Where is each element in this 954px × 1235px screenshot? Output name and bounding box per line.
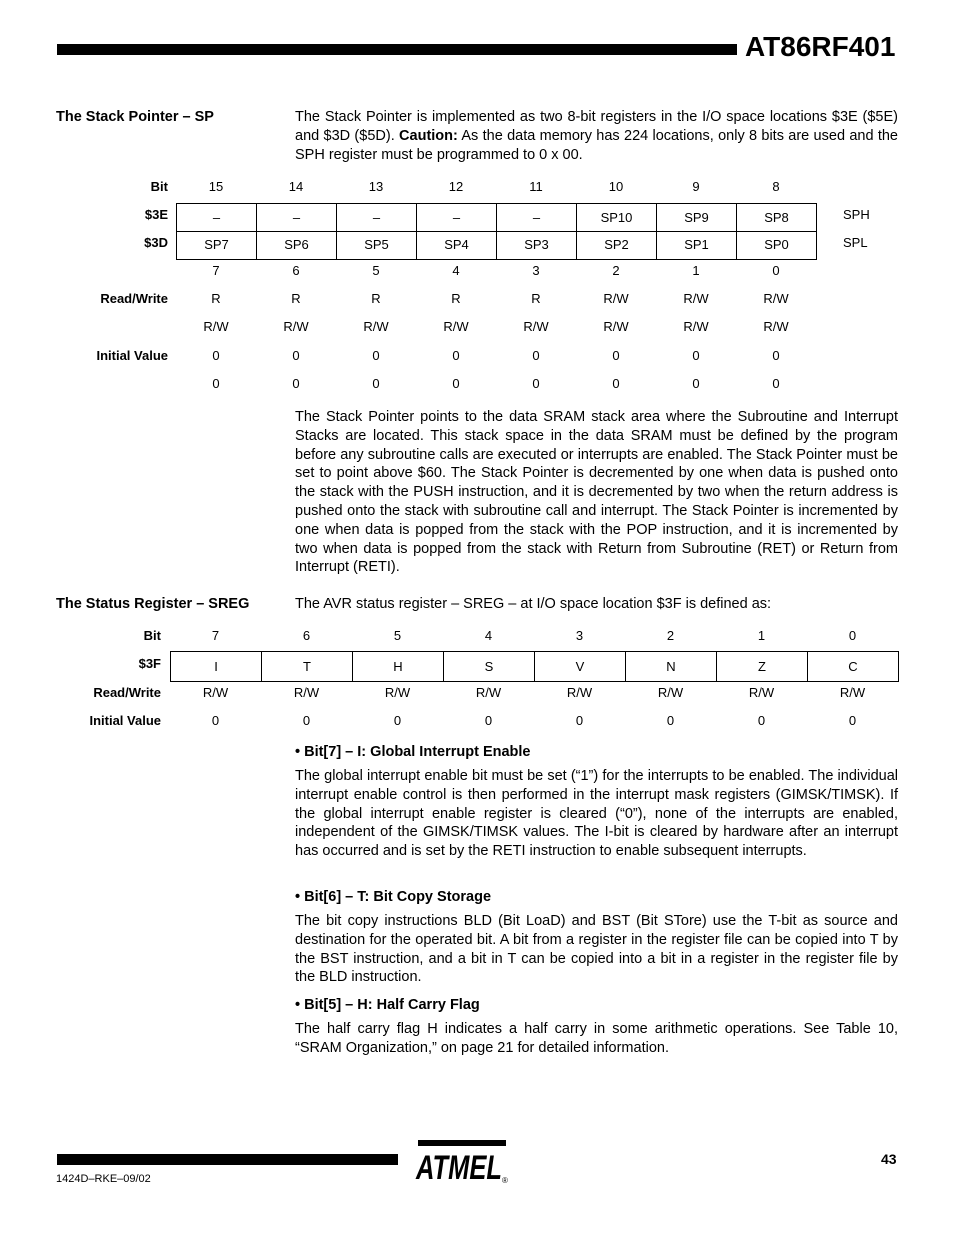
bit5-title: • Bit[5] – H: Half Carry Flag (295, 997, 480, 1013)
intro-text-cont: As the data memory has 224 locations, only 8 bits are used and the SPH register must be programmed to 0 x 00. (295, 127, 898, 163)
stack-pointer-body: The Stack Pointer points to the data SRAM stack area where the Subroutine and Interrupt Stacks are located. This stack space in the data SRAM must be defined by the program before any subroutine calls are executed or interrupts are enabled. The Stack Pointer must be set to point above $60. The Stack Pointer is decremented by one when data is pushed onto the stack with the PUSH instruction, and it is decremented by two when the return address is pushed onto the stack with subroutine call and interrupt. The Stack Pointer is incremented by one when data is popped from the stack with the POP instruction, and it is incremented by two when data is popped from the stack with Return from Subroutine (RET) or Return from Interrupt (RETI). (295, 409, 898, 576)
sph-bit-cell-5: SP10 (577, 204, 657, 231)
sp-bit-low-4: 3 (532, 263, 540, 278)
sp-reg-high-label: $3E (144, 207, 168, 222)
sreg-bit-label: Bit (143, 628, 161, 643)
sp-bit-high-2: 13 (368, 179, 384, 194)
sp-rw-high-4: R (531, 291, 541, 306)
sreg-rw-label: Read/Write (93, 685, 161, 700)
svg-text:ATMEL: ATMEL (415, 1149, 502, 1187)
page-number: 43 (881, 1151, 897, 1167)
sp-init-high-7: 0 (772, 348, 780, 363)
sp-bit-low-0: 7 (212, 263, 220, 278)
sp-rw-high (176, 291, 816, 306)
sp-init-high-6: 0 (692, 348, 700, 363)
sp-init-low-2: 0 (372, 376, 380, 391)
sp-rw-high-7: R/W (763, 291, 789, 306)
sp-bit-high-6: 9 (692, 179, 700, 194)
sreg-rw-3: R/W (475, 685, 502, 700)
status-register-intro: The AVR status register – SREG – at I/O space location $3F is defined as: (295, 596, 772, 612)
bit6-title: • Bit[6] – T: Bit Copy Storage (295, 889, 492, 905)
sp-rw-high-6: R/W (683, 291, 709, 306)
sreg-bit-cell-3: S (444, 652, 535, 681)
sp-init-high-4: 0 (532, 348, 540, 363)
sreg-bit-3: 4 (484, 628, 493, 643)
sp-bit-low-5: 2 (612, 263, 620, 278)
sreg-init-1: 0 (302, 713, 311, 728)
sp-rw-high-1: R (291, 291, 301, 306)
sp-bit-high-3: 12 (448, 179, 464, 194)
sp-rw-low-6: R/W (683, 319, 709, 334)
sp-init-label: Initial Value (96, 348, 168, 363)
bit5-text: The half carry flag H indicates a half carry in some arithmetic operations. See Table 10, “SRAM Organization,” on page 21 for detailed information. (295, 1021, 898, 1056)
sph-bit-cell-3: – (417, 204, 497, 231)
sph-bit-cell-7: SP8 (737, 204, 817, 231)
sreg-rw-4: R/W (566, 685, 593, 700)
sreg-init-5: 0 (666, 713, 675, 728)
sreg-rw-0: R/W (202, 685, 229, 700)
sp-rw-high-3: R (451, 291, 461, 306)
stack-pointer-heading: The Stack Pointer – SP (56, 109, 214, 125)
sp-init-high-1: 0 (292, 348, 300, 363)
spl-name: SPL (843, 235, 868, 250)
sreg-bit-5: 2 (666, 628, 675, 643)
spl-bit-cell-3: SP4 (417, 230, 497, 259)
spl-bit-cell-5: SP2 (577, 230, 657, 259)
sp-bit-high-5: 10 (608, 179, 624, 194)
sreg-bit-1: 6 (302, 628, 311, 643)
sp-rw-low-0: R/W (203, 319, 229, 334)
sp-init-high-5: 0 (612, 348, 620, 363)
sreg-bit-cell-1: T (262, 652, 353, 681)
sp-bit-high-7: 8 (772, 179, 780, 194)
sreg-reg-label: $3F (138, 656, 161, 671)
sreg-bit-cell-5: N (626, 652, 717, 681)
sph-bit-cell-2: – (337, 204, 417, 231)
status-register-heading: The Status Register – SREG (56, 596, 250, 612)
sreg-init-0: 0 (211, 713, 220, 728)
sp-rw-low-1: R/W (283, 319, 309, 334)
sreg-bit-cell-7: C (808, 652, 899, 681)
page-title: AT86RF401 (745, 31, 896, 62)
sp-init-low (176, 376, 816, 391)
sreg-bit-2: 5 (393, 628, 402, 643)
footer-rule (57, 1154, 398, 1165)
svg-text:®: ® (502, 1176, 508, 1185)
sp-rw-high-5: R/W (603, 291, 629, 306)
bit7-text: The global interrupt enable bit must be set (“1”) for the interrupts to be enabled. The individual interrupt enable control is then performed in the interrupt mask registers (GIMSK/TIMSK). If the global interrupt enable register is cleared (“0”), none of the interrupts are enabled, independent of the GIMSK/TIMSK values. The I-bit is cleared by hardware after an interrupt has occurred and is set by the RETI instruction to enable subsequent interrupts. (295, 768, 898, 860)
sp-rw-low (176, 319, 816, 334)
sp-init-low-0: 0 (212, 376, 220, 391)
sp-bit-low-1: 6 (292, 263, 300, 278)
sreg-bit-cell-0: I (171, 652, 262, 681)
sp-rw-low-4: R/W (523, 319, 549, 334)
sph-name: SPH (843, 207, 870, 222)
stack-pointer-intro (295, 108, 898, 164)
sreg-bit-7: 0 (848, 628, 857, 643)
sreg-rw (170, 685, 898, 700)
atmel-logo (410, 1135, 512, 1187)
sp-init-high-3: 0 (452, 348, 460, 363)
spl-bit-cell-4: SP3 (497, 230, 577, 259)
sreg-init-2: 0 (393, 713, 402, 728)
sreg-bit-cell-2: H (353, 652, 444, 681)
bit7-title: • Bit[7] – I: Global Interrupt Enable (295, 744, 531, 760)
sph-bit-cell-4: – (497, 204, 577, 231)
sp-init-low-4: 0 (532, 376, 540, 391)
caution-label: Caution: (399, 127, 458, 144)
sreg-bit-numbers (170, 628, 898, 643)
spl-bit-cell-1: SP6 (257, 230, 337, 259)
spl-bit-cell-7: SP0 (737, 230, 817, 259)
sp-bit-low-6: 1 (692, 263, 700, 278)
sp-init-high-2: 0 (372, 348, 380, 363)
sp-bit-label: Bit (150, 179, 168, 194)
sp-init-low-1: 0 (292, 376, 300, 391)
sp-bit-low-3: 4 (452, 263, 460, 278)
doc-number: 1424D–RKE–09/02 (56, 1173, 151, 1185)
spl-register (176, 230, 817, 260)
sp-rw-label: Read/Write (100, 291, 168, 306)
sp-reg-low-label: $3D (144, 235, 168, 250)
sreg-init (170, 713, 898, 728)
sp-rw-low-7: R/W (763, 319, 789, 334)
sp-rw-low-5: R/W (603, 319, 629, 334)
spl-bit-cell-2: SP5 (337, 230, 417, 259)
sp-rw-low-3: R/W (443, 319, 469, 334)
sreg-init-6: 0 (757, 713, 766, 728)
sp-init-low-3: 0 (452, 376, 460, 391)
header-rule (57, 44, 737, 55)
sp-bit-high-1: 14 (288, 179, 304, 194)
sreg-rw-2: R/W (384, 685, 411, 700)
sreg-bit-cell-4: V (535, 652, 626, 681)
sreg-register (170, 651, 899, 682)
bit6-text: The bit copy instructions BLD (Bit LoaD) and BST (Bit STore) use the T-bit as source and destination for the operated bit. A bit from a register in the register file can be copied into T by the BST instruction, and a bit in T can be copied into a bit in a register in the register file by the BLD instruction. (295, 913, 898, 986)
sreg-rw-6: R/W (748, 685, 775, 700)
sreg-bit-6: 1 (757, 628, 766, 643)
sp-rw-high-0: R (211, 291, 221, 306)
sreg-bit-0: 7 (211, 628, 220, 643)
sp-init-high (176, 348, 816, 363)
sp-bit-numbers-high (176, 179, 816, 194)
sreg-rw-1: R/W (293, 685, 320, 700)
spl-bit-cell-0: SP7 (177, 230, 257, 259)
sp-rw-low-2: R/W (363, 319, 389, 334)
spl-bit-cell-6: SP1 (657, 230, 737, 259)
sp-init-low-5: 0 (612, 376, 620, 391)
sp-bit-high-4: 11 (529, 179, 543, 194)
sp-rw-high-2: R (371, 291, 381, 306)
sp-init-low-6: 0 (692, 376, 700, 391)
sph-bit-cell-1: – (257, 204, 337, 231)
sp-bit-high-0: 15 (208, 179, 224, 194)
sreg-bit-4: 3 (575, 628, 584, 643)
sreg-init-4: 0 (575, 713, 584, 728)
sreg-init-label: Initial Value (89, 713, 161, 728)
sp-bit-low-2: 5 (372, 263, 380, 278)
sreg-bit-cell-6: Z (717, 652, 808, 681)
sph-bit-cell-6: SP9 (657, 204, 737, 231)
sp-init-low-7: 0 (772, 376, 780, 391)
sph-bit-cell-0: – (177, 204, 257, 231)
sreg-init-7: 0 (848, 713, 857, 728)
sp-bit-numbers-low (176, 263, 816, 278)
sreg-rw-7: R/W (839, 685, 866, 700)
sreg-init-3: 0 (484, 713, 493, 728)
intro-text: The Stack Pointer is implemented as two 8-bit registers in the I/O space locations $3E ($5E) and $3D ($5D). (295, 109, 898, 144)
sreg-rw-5: R/W (657, 685, 684, 700)
sp-init-high-0: 0 (212, 348, 220, 363)
sp-bit-low-7: 0 (772, 263, 780, 278)
sph-register (176, 203, 817, 232)
